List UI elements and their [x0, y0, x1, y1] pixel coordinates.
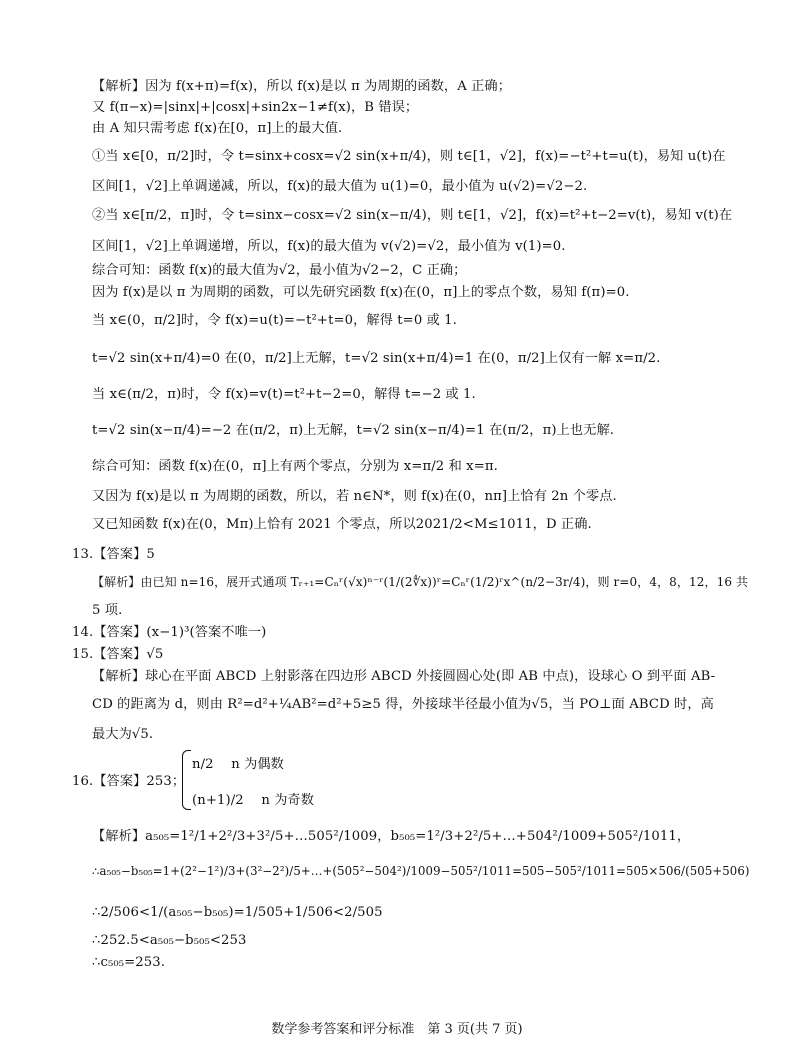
- text-line: ②当 x∈[π/2，π]时，令 t=sinx−cosx=√2 sin(x−π/4)，则 t∈[1，√2]，f(x)=t²+t−2=v(t)，易知 v(t)在: [92, 208, 733, 223]
- text-line: 由 A 知只需考虑 f(x)在[0，π]上的最大值.: [92, 121, 343, 136]
- text-line: 5 项.: [92, 603, 123, 618]
- text-line: ∴2/506<1/(a₅₀₅−b₅₀₅)=1/505+1/506<2/505: [92, 905, 383, 920]
- text-line: 区间[1，√2]上单调递增，所以，f(x)的最大值为 v(√2)=√2，最小值为 v(1)=0.: [92, 239, 566, 254]
- text-line: 又已知函数 f(x)在(0，Mπ)上恰有 2021 个零点，所以2021/2<M≤1011，D 正确.: [92, 517, 592, 532]
- text-line: 又因为 f(x)是以 π 为周期的函数，所以，若 n∈N*，则 f(x)在(0，nπ]上恰有 2n 个零点.: [92, 489, 617, 504]
- text-line: 区间[1，√2]上单调递减，所以，f(x)的最大值为 u(1)=0，最小值为 u(√2)=√2−2.: [92, 179, 588, 194]
- text-line: 15.【答案】√5: [72, 647, 164, 662]
- piecewise-brace: [182, 750, 191, 810]
- text-line: 16.【答案】253；: [72, 774, 186, 789]
- text-line: 当 x∈(π/2，π)时，令 f(x)=v(t)=t²+t−2=0，解得 t=−2 或 1.: [92, 387, 476, 402]
- text-line: 14.【答案】(x−1)³(答案不唯一): [72, 625, 267, 640]
- text-line: CD 的距离为 d，则由 R²=d²+¼AB²=d²+5≥5 得，外接球半径最小值为√5，当 PO⊥面 ABCD 时，高: [92, 697, 714, 712]
- text-line: 综合可知：函数 f(x)在(0，π]上有两个零点，分别为 x=π/2 和 x=π.: [92, 459, 498, 474]
- text-line: 【解析】由已知 n=16，展开式通项 Tᵣ₊₁=Cₙʳ(√x)ⁿ⁻ʳ(1/(2∜x))ʳ=Cₙʳ(1/2)ʳx^(n/2−3r/4)，则 r=0，4，8，12，16 共: [92, 575, 749, 589]
- text-line: t=√2 sin(x+π/4)=0 在(0，π/2]上无解，t=√2 sin(x+π/4)=1 在(0，π/2]上仅有一解 x=π/2.: [92, 351, 661, 366]
- text-line: (n+1)/2 n 为奇数: [192, 793, 315, 808]
- text-line: 最大为√5.: [92, 727, 154, 742]
- text-line: t=√2 sin(x−π/4)=−2 在(π/2，π)上无解，t=√2 sin(x−π/4)=1 在(π/2，π)上也无解.: [92, 423, 615, 438]
- page-footer: 数学参考答案和评分标准 第 3 页(共 7 页): [271, 1022, 523, 1037]
- text-line: 综合可知：函数 f(x)的最大值为√2，最小值为√2−2，C 正确；: [92, 263, 467, 278]
- text-line: 【解析】因为 f(x+π)=f(x)，所以 f(x)是以 π 为周期的函数，A 正确；: [92, 79, 511, 94]
- text-line: 当 x∈(0，π/2]时，令 f(x)=u(t)=−t²+t=0，解得 t=0 或 1.: [92, 313, 457, 328]
- text-line: n/2 n 为偶数: [192, 757, 284, 772]
- text-line: 因为 f(x)是以 π 为周期的函数，可以先研究函数 f(x)在(0，π]上的零点个数，易知 f(π)=0.: [92, 285, 630, 300]
- text-line: 13.【答案】5: [72, 547, 155, 562]
- text-line: ①当 x∈[0，π/2]时，令 t=sinx+cosx=√2 sin(x+π/4)，则 t∈[1，√2]，f(x)=−t²+t=u(t)，易知 u(t)在: [92, 149, 726, 164]
- text-line: ∴a₅₀₅−b₅₀₅=1+(2²−1²)/3+(3²−2²)/5+…+(505²−504²)/1009−505²/1011=505−505²/1011=505×506/(505+506): [92, 864, 750, 878]
- text-line: 【解析】a₅₀₅=1²/1+2²/3+3²/5+…505²/1009，b₅₀₅=1²/3+2²/5+…+504²/1009+505²/1011，: [92, 829, 691, 844]
- text-line: ∴c₅₀₅=253.: [92, 955, 166, 970]
- text-line: 【解析】球心在平面 ABCD 上射影落在四边形 ABCD 外接圆圆心处(即 AB 中点)，设球心 O 到平面 AB-: [92, 669, 716, 684]
- text-line: ∴252.5<a₅₀₅−b₅₀₅<253: [92, 933, 247, 948]
- text-line: 又 f(π−x)=|sinx|+|cosx|+sin2x−1≠f(x)，B 错误；: [92, 100, 419, 115]
